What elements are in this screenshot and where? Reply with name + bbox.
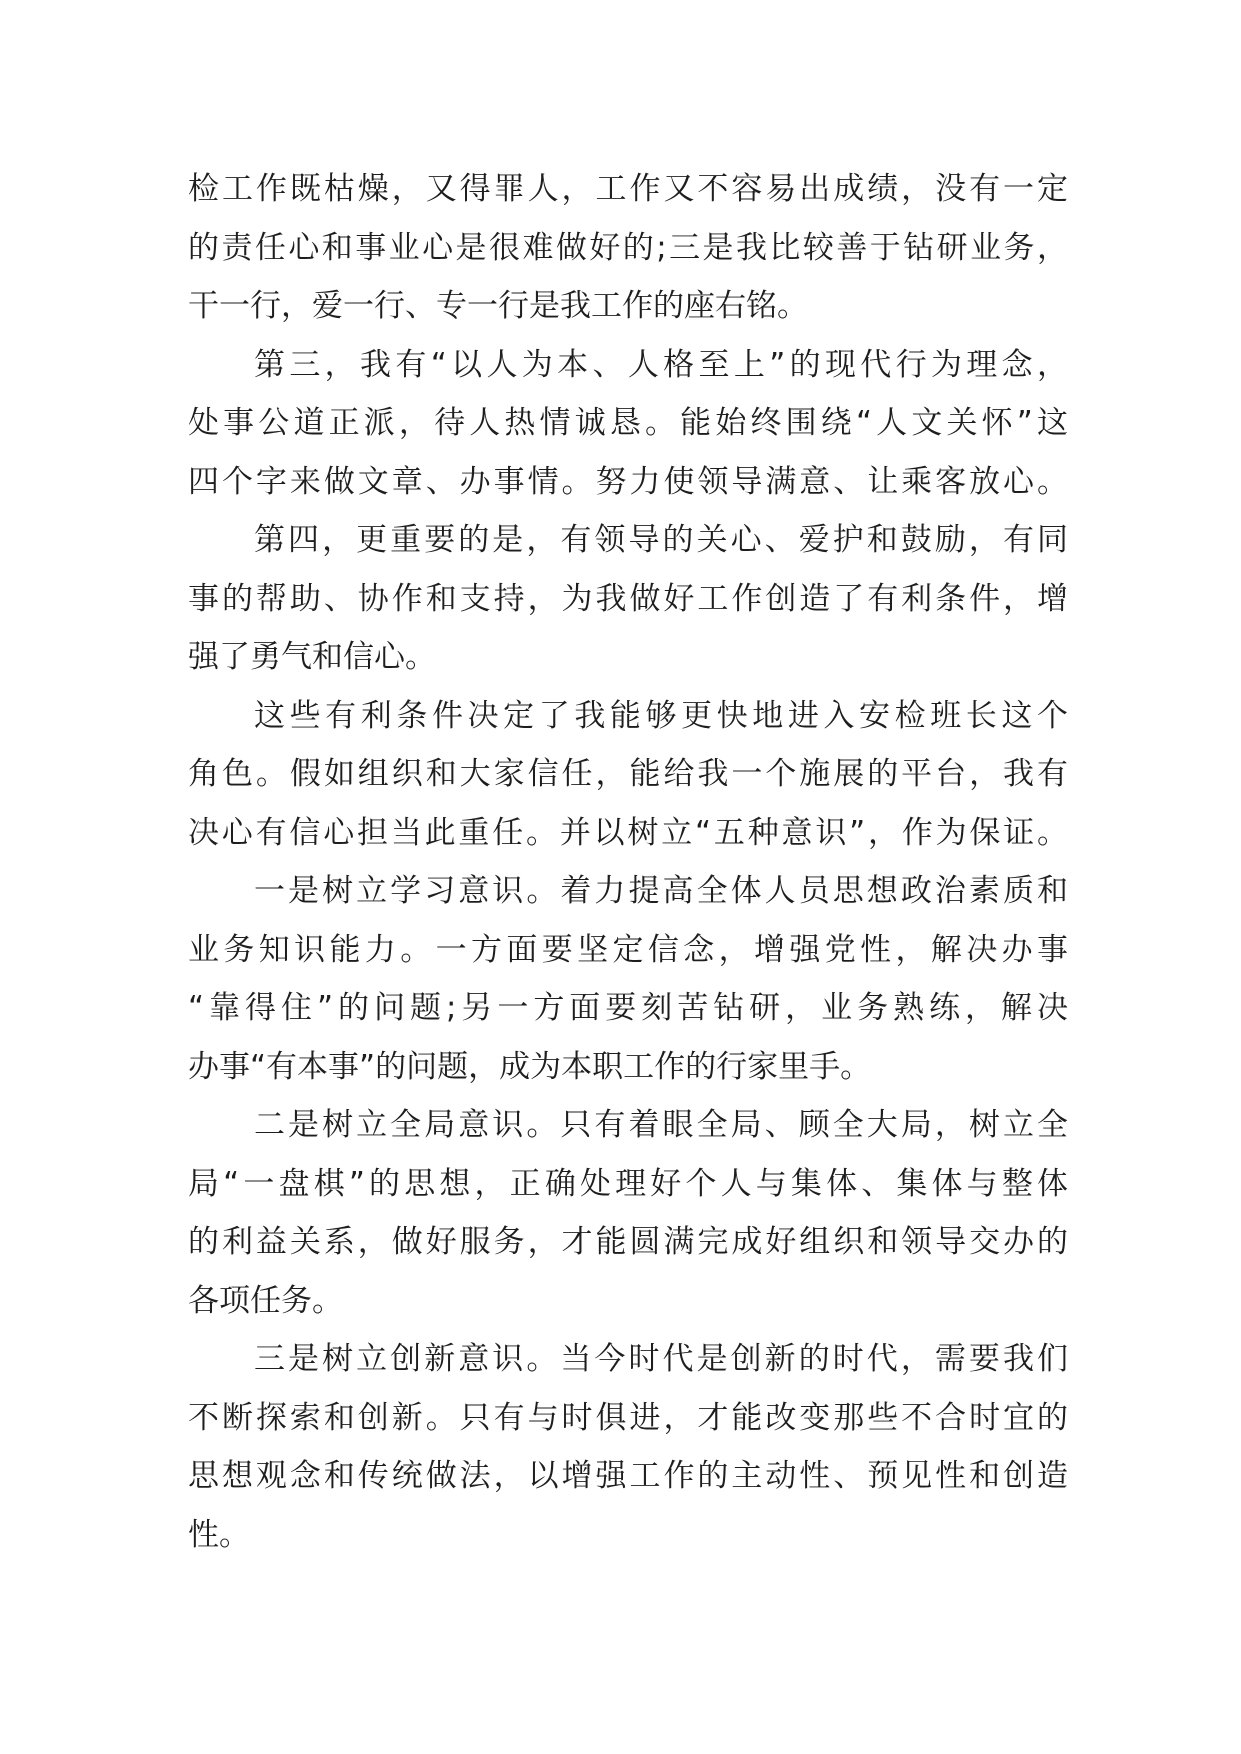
text-line: 事的帮助、协作和支持，为我做好工作创造了有利条件，增 [188,580,1068,617]
text-line: 不断探索和创新。只有与时俱进，才能改变那些不合时宜的 [188,1399,1068,1436]
text-line: 各项任务。 [188,1282,343,1319]
text-line: 角色。假如组织和大家信任，能给我一个施展的平台，我有 [188,756,1068,792]
text-line: 检工作既枯燥，又得罪人，工作又不容易出成绩，没有一定 [188,171,1068,207]
text-line: 的利益关系，做好服务，才能圆满完成好组织和领导交办的 [188,1224,1068,1260]
text-line: 业务知识能力。一方面要坚定信念，增强党性，解决办事 [188,931,1068,968]
paragraph-first-line: 这些有利条件决定了我能够更快地进入安检班长这个 [254,697,1068,734]
text-line: 决心有信心担当此重任。并以树立“五种意识”，作为保证。 [188,814,1068,851]
document-body [188,160,1068,1564]
text-line: 干一行，爱一行、专一行是我工作的座右铭。 [188,288,808,324]
paragraph-first-line: 一是树立学习意识。着力提高全体人员思想政治素质和 [254,873,1068,909]
text-line: 四个字来做文章、办事情。努力使领导满意、让乘客放心。 [188,463,1068,500]
paragraph-first-line: 第三，我有“以人为本、人格至上”的现代行为理念， [254,346,1068,383]
text-line: 的责任心和事业心是很难做好的;三是我比较善于钻研业务， [188,229,1068,266]
text-line: “靠得住”的问题;另一方面要刻苦钻研，业务熟练，解决 [188,990,1068,1026]
text-line: 强了勇气和信心。 [188,639,436,675]
text-line: 性。 [188,1516,250,1553]
paragraph-first-line: 第四，更重要的是，有领导的关心、爱护和鼓励，有同 [254,522,1068,558]
text-line: 办事“有本事”的问题，成为本职工作的行家里手。 [188,1048,872,1085]
paragraph-first-line: 三是树立创新意识。当今时代是创新的时代，需要我们 [254,1341,1068,1377]
text-line: 局“一盘棋”的思想，正确处理好个人与集体、集体与整体 [188,1165,1068,1202]
text-line: 思想观念和传统做法，以增强工作的主动性、预见性和创造 [188,1458,1068,1494]
text-line: 处事公道正派，待人热情诚恳。能始终围绕“人文关怀”这 [188,405,1068,441]
paragraph-first-line: 二是树立全局意识。只有着眼全局、顾全大局，树立全 [254,1107,1068,1143]
